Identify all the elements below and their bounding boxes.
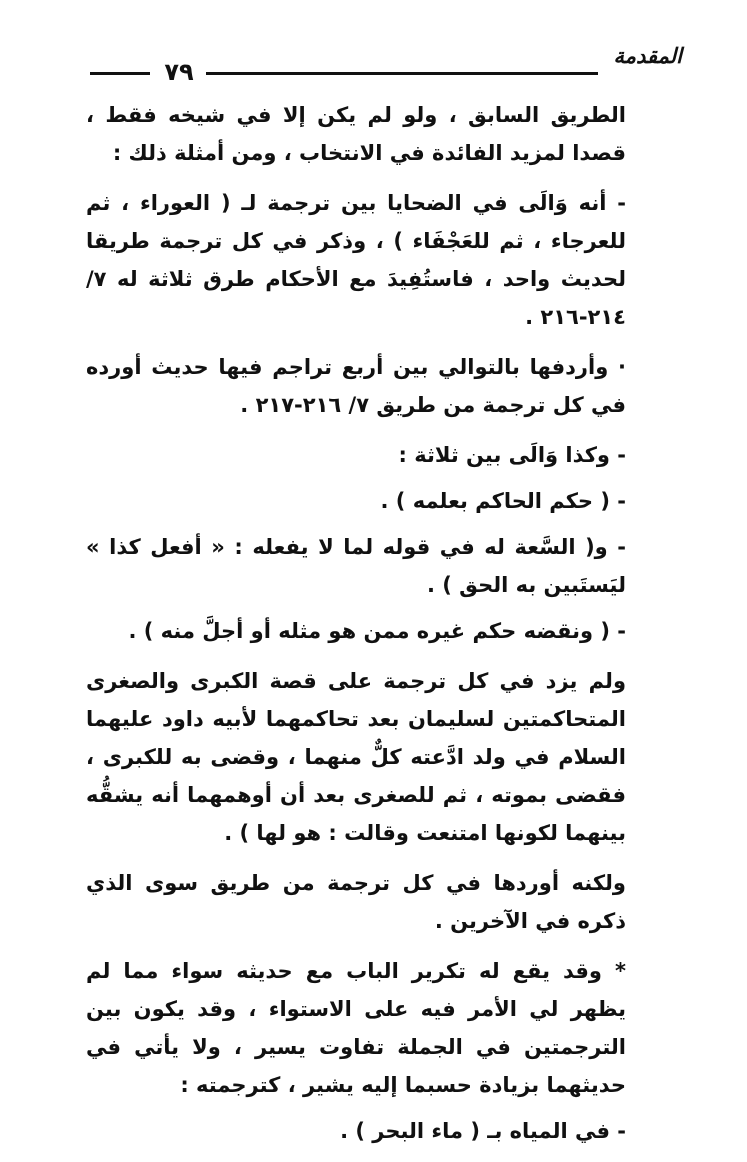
list-item: - في المياه بـ ( ماء البحر ) . (340, 1119, 626, 1143)
page-header (86, 42, 682, 86)
page-body (86, 96, 626, 1162)
list-item: - ( ونقضه حكم غيره ممن هو مثله أو أجلَّ منه ) . (128, 619, 626, 643)
paragraph-sulayman-story: ولم يزد في كل ترجمة على قصة الكبرى والصغرى المتحاكمتين لسليمان بعد تحاكمهما لأبيه داود عليهما السلام في ولد ادَّعته كلٌّ منهما ، وقضى به للكبرى ، فقضى بموته ، ثم للصغرى بعد أن أوهمهما أنه يشقُّه بينهما لكونها امتنعت وقالت : هو لها ) . (86, 669, 626, 845)
list-item: - و( السَّعة له في قوله لما لا يفعله : « أفعل كذا » ليَستَبين به الحق ) . (86, 535, 626, 597)
list-heading: - وكذا وَالَى بين ثلاثة : (398, 443, 626, 467)
header-rule (206, 72, 598, 75)
list-item: - ( حكم الحاكم بعلمه ) . (380, 489, 626, 513)
page-number: ٧٩ (164, 58, 194, 86)
paragraph-four-chapters: · وأردفها بالتوالي بين أربع تراجم فيها حديث أورده في كل ترجمة من طريق ٧/ ٢١٦-٢١٧ . (86, 355, 626, 417)
running-title: المقدمة (613, 44, 682, 68)
paragraph-other-routes: ولكنه أوردها في كل ترجمة من طريق سوى الذي ذكره في الآخرين . (86, 871, 626, 933)
header-rule-short (90, 72, 150, 75)
paragraph-repetition: * وقد يقع له تكرير الباب مع حديثه سواء مما لم يظهر لي الأمر فيه على الاستواء ، وقد يكون بين الترجمتين في الجملة تفاوت يسير ، ولا يأتي في حديثهما بزيادة حسبما إليه يشير ، كترجمته : (86, 959, 626, 1097)
paragraph-dahaya: - أنه وَالَى في الضحايا بين ترجمة لـ ( العوراء ، ثم للعرجاء ، ثم للعَجْفَاء ) ، وذكر في كل ترجمة طريقا لحديث واحد ، فاستُفِيدَ مع الأحكام طرق ثلاثة له ٧/ ٢١٤-٢١٦ . (86, 191, 626, 329)
paragraph-intro: الطريق السابق ، ولو لم يكن إلا في شيخه فقط ، قصدا لمزيد الفائدة في الانتخاب ، ومن أمثلة ذلك : (86, 103, 626, 165)
